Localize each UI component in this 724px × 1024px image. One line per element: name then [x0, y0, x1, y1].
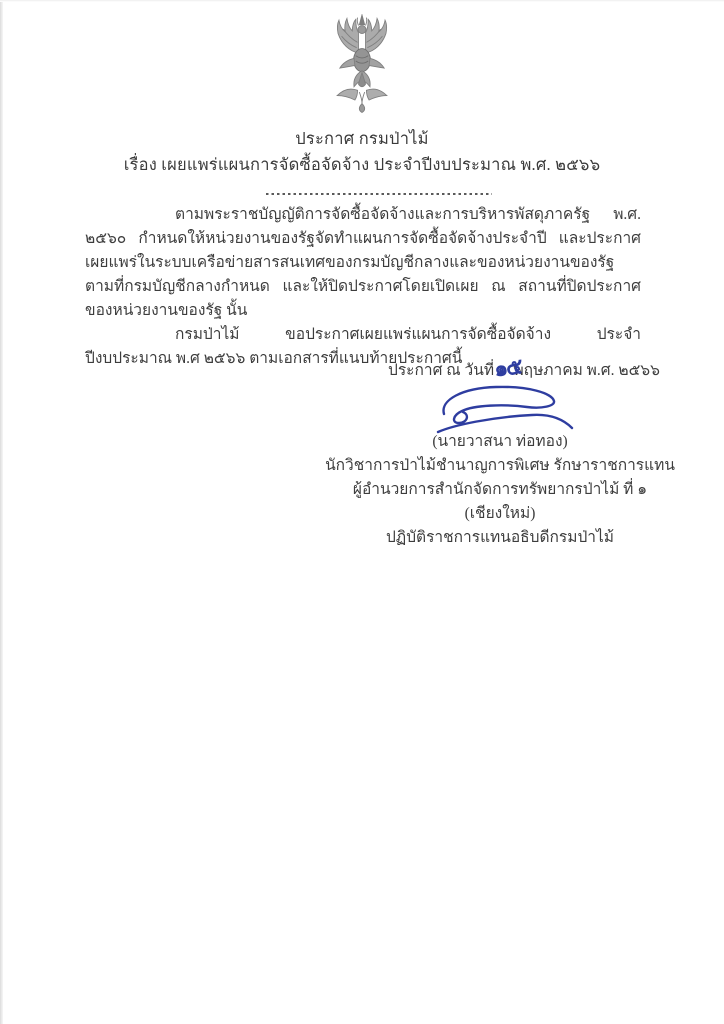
signer-position-line-1: นักวิชาการป่าไม้ชำนาญการพิเศษ รักษาราชการแทน [325, 457, 675, 474]
announcement-date-line [378, 353, 670, 382]
paragraph-2: กรมป่าไม้ ขอประกาศเผยแพร่แผนการจัดซื้อจัดจ้าง ประจำปีงบประมาณ พ.ศ ๒๕๖๖ ตามเอกสารที่แนบท้ายประกาศนี้ [85, 326, 641, 367]
signer-name: (นายวาสนา ท่อทอง) [432, 433, 568, 450]
paragraph-1: ตามพระราชบัญญัติการจัดซื้อจัดจ้างและการบริหารพัสดุภาครัฐ พ.ศ. ๒๕๖๐ กำหนดให้หน่วยงานของรัฐจัดทำแผนการจัดซื้อจัดจ้างประจำปี และประกาศเผยแพร่ในระบบเครือข่ายสารสนเทศของกรมบัญชีกลางและของหน่วยงานของรัฐตามที่กรมบัญชีกลางกำหนด และให้ปิดประกาศโดยเปิดเผย ณ สถานที่ปิดประกาศของหน่วยงานของรัฐ นั้น [85, 206, 641, 319]
scan-edge [0, 0, 724, 2]
signer-position-line-3: (เชียงใหม่) [464, 505, 536, 522]
signer-block [318, 430, 682, 550]
handwritten-day-number: ๑๕ [492, 353, 522, 382]
document-body [85, 203, 641, 371]
date-suffix: พฤษภาคม พ.ศ. ๒๕๖๖ [513, 362, 660, 379]
document-title: ประกาศ กรมป่าไม้ [295, 129, 429, 148]
garuda-emblem-icon [316, 14, 408, 116]
date-prefix: ประกาศ ณ วันที่ [388, 362, 495, 379]
dashed-divider [266, 193, 492, 195]
signer-position-line-4: ปฏิบัติราชการแทนอธิบดีกรมป่าไม้ [385, 529, 615, 546]
signature-ink [432, 384, 580, 436]
signer-position-line-2: ผู้อำนวยการสำนักจัดการทรัพยากรป่าไม้ ที่ ๑ [352, 481, 648, 498]
document-subject: เรื่อง เผยแพร่แผนการจัดซื้อจัดจ้าง ประจำปีงบประมาณ พ.ศ. ๒๕๖๖ [123, 155, 601, 174]
